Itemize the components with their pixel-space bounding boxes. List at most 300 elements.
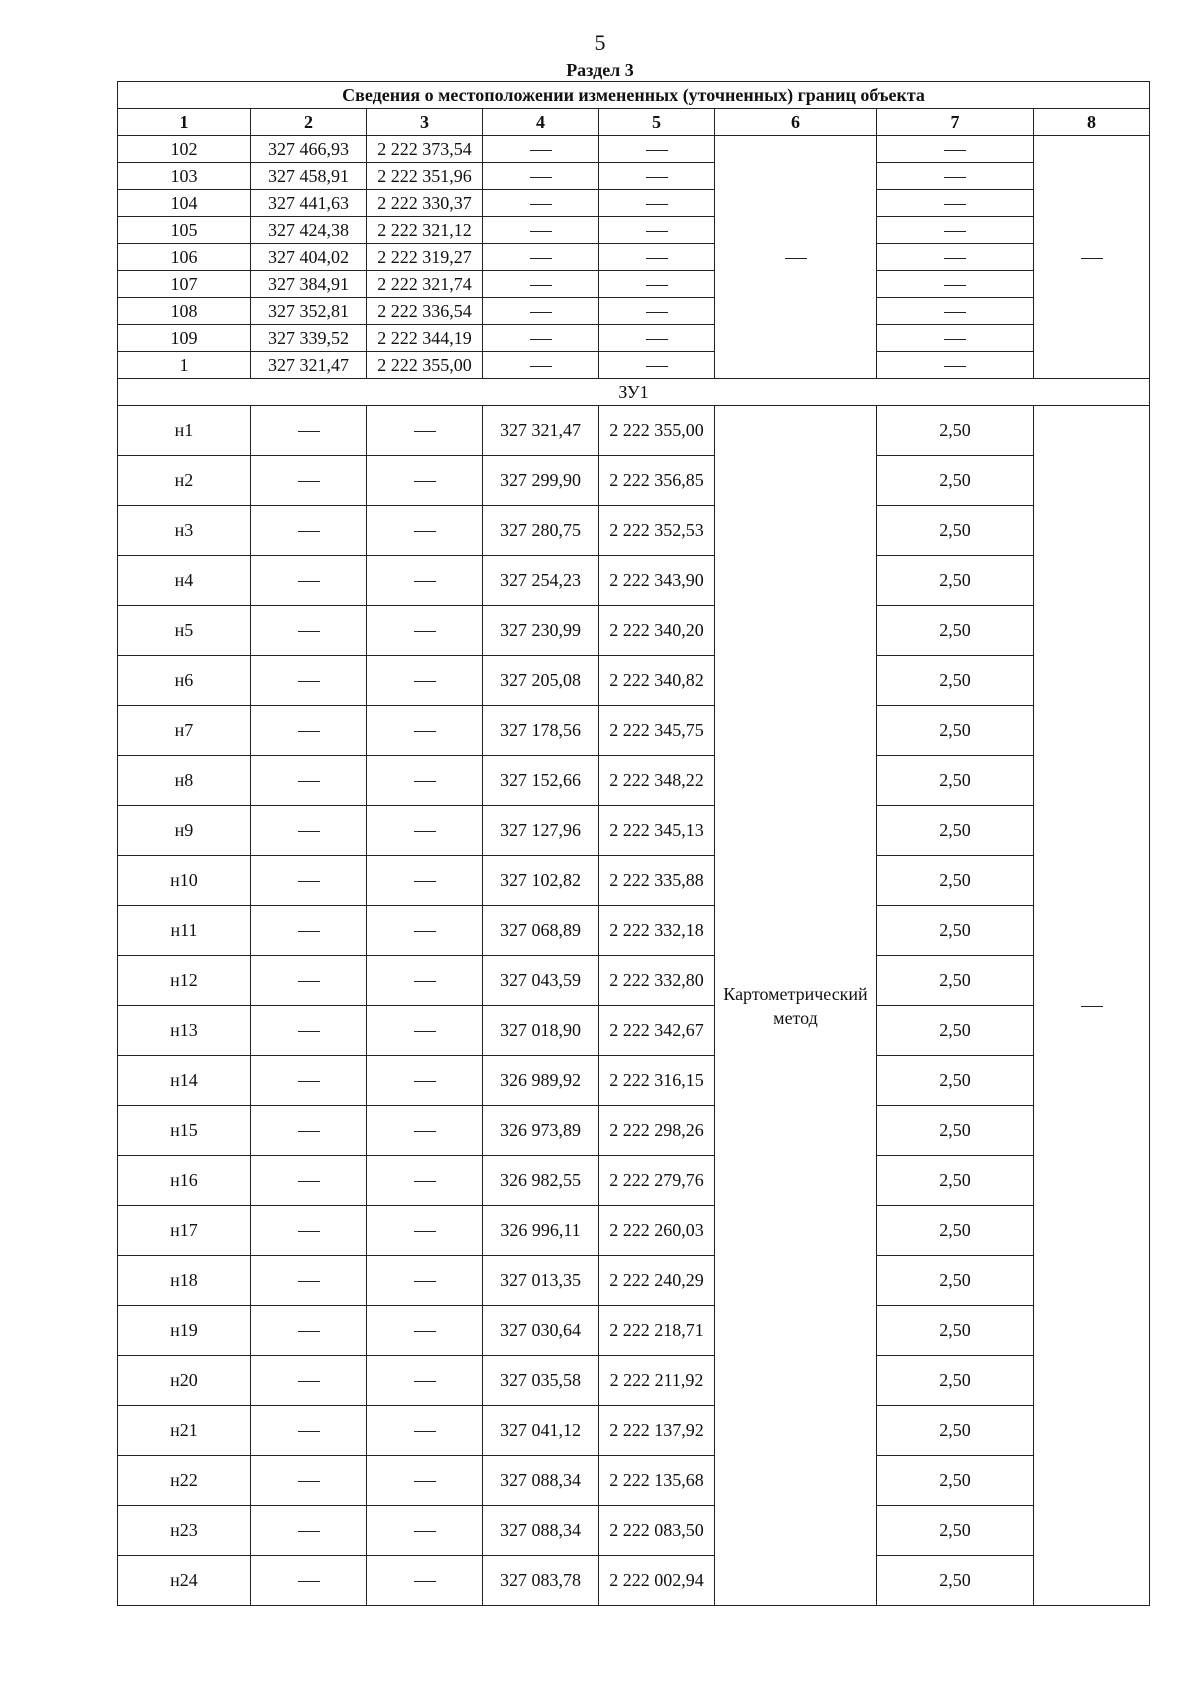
dash-mark [944,366,966,367]
table-row [118,756,1150,806]
dash-mark [414,1531,436,1532]
x-new-cell [483,244,599,271]
dash-mark [298,1381,320,1382]
point-number: н5 [118,606,251,656]
accuracy-cell: 2,50 [877,1356,1034,1406]
y-old-cell: 2 222 344,19 [367,325,483,352]
y-new-cell [599,217,715,244]
y-old-cell [367,706,483,756]
table-row [118,271,1150,298]
x-new-cell [483,217,599,244]
point-number: н20 [118,1356,251,1406]
dash-mark [414,881,436,882]
description-cell [1034,406,1150,1606]
table-row [118,506,1150,556]
y-new-cell: 2 222 340,20 [599,606,715,656]
dash-mark [944,285,966,286]
dash-mark [646,177,668,178]
point-number: н7 [118,706,251,756]
dash-mark [414,1381,436,1382]
accuracy-cell: 2,50 [877,606,1034,656]
accuracy-cell [877,136,1034,163]
dash-mark [530,366,552,367]
point-number: 106 [118,244,251,271]
point-number: 102 [118,136,251,163]
table-row [118,1456,1150,1506]
dash-mark [530,177,552,178]
accuracy-cell [877,325,1034,352]
x-new-cell [483,352,599,379]
accuracy-cell: 2,50 [877,1206,1034,1256]
x-old-cell [251,506,367,556]
accuracy-cell: 2,50 [877,406,1034,456]
page-number: 5 [594,30,606,55]
y-old-cell [367,1256,483,1306]
y-old-cell [367,1156,483,1206]
dash-mark [298,431,320,432]
point-number: н16 [118,1156,251,1206]
y-old-cell: 2 222 355,00 [367,352,483,379]
table-row [118,556,1150,606]
dash-mark [298,1331,320,1332]
dash-mark [785,258,807,259]
point-number: н18 [118,1256,251,1306]
y-old-cell [367,956,483,1006]
x-new-cell: 327 254,23 [483,556,599,606]
y-old-cell [367,1456,483,1506]
y-new-cell: 2 222 345,75 [599,706,715,756]
x-new-cell: 327 152,66 [483,756,599,806]
column-number-row [118,109,1150,136]
point-number: н3 [118,506,251,556]
y-new-cell [599,163,715,190]
accuracy-cell: 2,50 [877,1056,1034,1106]
dash-mark [530,339,552,340]
accuracy-cell: 2,50 [877,1006,1034,1056]
x-old-cell [251,1006,367,1056]
x-old-cell [251,1406,367,1456]
y-old-cell [367,856,483,906]
x-new-cell: 327 102,82 [483,856,599,906]
y-new-cell: 2 222 355,00 [599,406,715,456]
point-number: н1 [118,406,251,456]
dash-mark [298,981,320,982]
dash-mark [298,1181,320,1182]
x-new-cell [483,298,599,325]
accuracy-cell: 2,50 [877,806,1034,856]
x-old-cell [251,1056,367,1106]
point-number: 1 [118,352,251,379]
x-old-cell [251,806,367,856]
point-number: н22 [118,1456,251,1506]
dash-mark [298,881,320,882]
x-new-cell [483,163,599,190]
x-new-cell: 327 018,90 [483,1006,599,1056]
y-new-cell: 2 222 352,53 [599,506,715,556]
y-old-cell: 2 222 321,12 [367,217,483,244]
point-number: н23 [118,1506,251,1556]
accuracy-cell: 2,50 [877,756,1034,806]
table-row [118,190,1150,217]
accuracy-cell [877,163,1034,190]
y-old-cell [367,606,483,656]
table-title-row [118,82,1150,109]
x-old-cell [251,1306,367,1356]
y-new-cell [599,352,715,379]
table-row [118,606,1150,656]
y-new-cell: 2 222 316,15 [599,1056,715,1106]
point-number: 107 [118,271,251,298]
x-old-cell [251,906,367,956]
x-new-cell [483,190,599,217]
y-new-cell: 2 222 340,82 [599,656,715,706]
dash-mark [530,231,552,232]
y-old-cell [367,1556,483,1606]
dash-mark [414,1281,436,1282]
dash-mark [414,1331,436,1332]
table-row [118,1256,1150,1306]
accuracy-cell: 2,50 [877,456,1034,506]
x-new-cell: 327 321,47 [483,406,599,456]
y-new-cell: 2 222 343,90 [599,556,715,606]
dash-mark [298,681,320,682]
description-cell [1034,136,1150,379]
dash-mark [646,339,668,340]
point-number: н13 [118,1006,251,1056]
x-old-cell [251,706,367,756]
point-number: н11 [118,906,251,956]
dash-mark [646,231,668,232]
dash-mark [414,531,436,532]
table-row [118,1556,1150,1606]
x-new-cell: 327 127,96 [483,806,599,856]
table-row [118,1206,1150,1256]
y-old-cell [367,1006,483,1056]
dash-mark [944,258,966,259]
y-old-cell [367,1506,483,1556]
point-number: н24 [118,1556,251,1606]
accuracy-cell: 2,50 [877,706,1034,756]
accuracy-cell: 2,50 [877,1506,1034,1556]
x-new-cell: 327 230,99 [483,606,599,656]
point-number: н12 [118,956,251,1006]
point-number: н14 [118,1056,251,1106]
table-row [118,352,1150,379]
accuracy-cell [877,244,1034,271]
x-old-cell [251,1156,367,1206]
accuracy-cell [877,352,1034,379]
zu-label: ЗУ1 [118,379,1150,406]
dash-mark [414,831,436,832]
y-old-cell: 2 222 319,27 [367,244,483,271]
y-new-cell: 2 222 345,13 [599,806,715,856]
point-number: н2 [118,456,251,506]
point-number: н8 [118,756,251,806]
dash-mark [298,481,320,482]
accuracy-cell: 2,50 [877,656,1034,706]
dash-mark [414,931,436,932]
dash-mark [530,258,552,259]
x-new-cell: 327 030,64 [483,1306,599,1356]
table-row [118,1056,1150,1106]
dash-mark [298,1231,320,1232]
dash-mark [298,1581,320,1582]
accuracy-cell: 2,50 [877,556,1034,606]
accuracy-cell [877,298,1034,325]
boundary-table [117,81,1150,1606]
table-row [118,217,1150,244]
point-number: 103 [118,163,251,190]
dash-mark [298,1081,320,1082]
column-number: 8 [1034,109,1150,136]
x-new-cell: 327 043,59 [483,956,599,1006]
dash-mark [944,231,966,232]
table-row [118,406,1150,456]
y-old-cell [367,806,483,856]
accuracy-cell [877,190,1034,217]
y-old-cell [367,556,483,606]
dash-mark [298,1431,320,1432]
x-new-cell: 326 982,55 [483,1156,599,1206]
dash-mark [646,366,668,367]
column-number: 2 [251,109,367,136]
y-old-cell [367,1356,483,1406]
x-old-cell [251,756,367,806]
y-new-cell: 2 222 240,29 [599,1256,715,1306]
point-number: н19 [118,1306,251,1356]
x-old-cell [251,1356,367,1406]
y-new-cell: 2 222 083,50 [599,1506,715,1556]
column-number: 7 [877,109,1034,136]
point-number: н4 [118,556,251,606]
y-new-cell: 2 222 279,76 [599,1156,715,1206]
x-new-cell [483,325,599,352]
dash-mark [298,631,320,632]
table-row [118,806,1150,856]
x-old-cell [251,1256,367,1306]
dash-mark [298,581,320,582]
y-old-cell [367,1406,483,1456]
column-number: 3 [367,109,483,136]
dash-mark [646,285,668,286]
x-old-cell: 327 424,38 [251,217,367,244]
y-new-cell: 2 222 002,94 [599,1556,715,1606]
x-old-cell: 327 458,91 [251,163,367,190]
y-new-cell [599,190,715,217]
table-row [118,1356,1150,1406]
column-number: 1 [118,109,251,136]
table-row [118,163,1150,190]
y-new-cell: 2 222 298,26 [599,1106,715,1156]
x-new-cell: 327 041,12 [483,1406,599,1456]
table-row [118,298,1150,325]
dash-mark [298,1531,320,1532]
x-new-cell: 327 035,58 [483,1356,599,1406]
dash-mark [414,1081,436,1082]
table-row [118,956,1150,1006]
section-title: Раздел 3 [566,60,634,80]
dash-mark [414,431,436,432]
table-row [118,136,1150,163]
column-number: 6 [715,109,877,136]
dash-mark [414,731,436,732]
point-number: н10 [118,856,251,906]
y-new-cell [599,136,715,163]
point-number: 104 [118,190,251,217]
table-row [118,1156,1150,1206]
x-old-cell: 327 352,81 [251,298,367,325]
column-number: 4 [483,109,599,136]
x-old-cell: 327 384,91 [251,271,367,298]
x-new-cell: 327 088,34 [483,1456,599,1506]
x-new-cell [483,136,599,163]
x-old-cell [251,1206,367,1256]
x-old-cell [251,956,367,1006]
x-new-cell: 327 013,35 [483,1256,599,1306]
method-cell [715,136,877,379]
zu-label-row [118,379,1150,406]
point-number: н6 [118,656,251,706]
accuracy-cell: 2,50 [877,1156,1034,1206]
point-number: н15 [118,1106,251,1156]
y-old-cell [367,1306,483,1356]
accuracy-cell: 2,50 [877,1406,1034,1456]
dash-mark [646,204,668,205]
accuracy-cell: 2,50 [877,956,1034,1006]
dash-mark [944,339,966,340]
table-row [118,1406,1150,1456]
dash-mark [414,1181,436,1182]
y-new-cell [599,271,715,298]
x-new-cell: 327 088,34 [483,1506,599,1556]
accuracy-cell: 2,50 [877,856,1034,906]
column-number: 5 [599,109,715,136]
x-old-cell: 327 404,02 [251,244,367,271]
accuracy-cell [877,271,1034,298]
dash-mark [298,781,320,782]
dash-mark [414,1481,436,1482]
dash-mark [944,177,966,178]
y-new-cell [599,298,715,325]
dash-mark [530,312,552,313]
dash-mark [944,204,966,205]
y-old-cell: 2 222 336,54 [367,298,483,325]
y-old-cell [367,406,483,456]
dash-mark [298,1131,320,1132]
table-row [118,244,1150,271]
x-new-cell: 327 068,89 [483,906,599,956]
y-old-cell [367,506,483,556]
dash-mark [530,150,552,151]
x-new-cell: 326 973,89 [483,1106,599,1156]
dash-mark [944,150,966,151]
dash-mark [414,581,436,582]
dash-mark [646,258,668,259]
y-old-cell: 2 222 351,96 [367,163,483,190]
y-new-cell: 2 222 260,03 [599,1206,715,1256]
dash-mark [530,204,552,205]
x-old-cell: 327 339,52 [251,325,367,352]
y-new-cell [599,244,715,271]
accuracy-cell: 2,50 [877,506,1034,556]
dash-mark [414,981,436,982]
x-old-cell: 327 466,93 [251,136,367,163]
x-new-cell: 327 299,90 [483,456,599,506]
x-old-cell [251,1456,367,1506]
dash-mark [414,481,436,482]
x-old-cell [251,1506,367,1556]
method-cell: Картометрический метод [715,406,877,1606]
dash-mark [530,285,552,286]
dash-mark [298,1281,320,1282]
x-old-cell: 327 441,63 [251,190,367,217]
x-old-cell [251,606,367,656]
accuracy-cell: 2,50 [877,1456,1034,1506]
y-new-cell: 2 222 348,22 [599,756,715,806]
x-new-cell: 326 989,92 [483,1056,599,1106]
table-row [118,656,1150,706]
y-old-cell [367,756,483,806]
y-new-cell: 2 222 332,18 [599,906,715,956]
point-number: 109 [118,325,251,352]
y-old-cell: 2 222 330,37 [367,190,483,217]
accuracy-cell: 2,50 [877,1556,1034,1606]
accuracy-cell: 2,50 [877,1106,1034,1156]
accuracy-cell: 2,50 [877,906,1034,956]
x-new-cell: 327 280,75 [483,506,599,556]
y-new-cell: 2 222 211,92 [599,1356,715,1406]
point-number: н17 [118,1206,251,1256]
dash-mark [298,1481,320,1482]
y-old-cell [367,456,483,506]
dash-mark [1081,258,1103,259]
dash-mark [414,681,436,682]
y-new-cell: 2 222 135,68 [599,1456,715,1506]
dash-mark [646,312,668,313]
table-row [118,706,1150,756]
dash-mark [414,1581,436,1582]
dash-mark [298,531,320,532]
x-new-cell: 327 178,56 [483,706,599,756]
dash-mark [298,931,320,932]
x-old-cell [251,1106,367,1156]
dash-mark [298,731,320,732]
table-row [118,1106,1150,1156]
y-new-cell: 2 222 218,71 [599,1306,715,1356]
dash-mark [646,150,668,151]
x-old-cell [251,556,367,606]
x-new-cell: 327 083,78 [483,1556,599,1606]
dash-mark [414,1131,436,1132]
y-old-cell [367,1106,483,1156]
dash-mark [414,1231,436,1232]
x-new-cell: 326 996,11 [483,1206,599,1256]
table-row [118,906,1150,956]
dash-mark [414,781,436,782]
table-title: Сведения о местоположении измененных (уточненных) границ объекта [118,82,1150,109]
point-number: н21 [118,1406,251,1456]
x-old-cell: 327 321,47 [251,352,367,379]
y-new-cell: 2 222 137,92 [599,1406,715,1456]
dash-mark [414,1031,436,1032]
x-old-cell [251,856,367,906]
accuracy-cell: 2,50 [877,1306,1034,1356]
point-number: 108 [118,298,251,325]
x-old-cell [251,406,367,456]
y-old-cell [367,1056,483,1106]
x-new-cell [483,271,599,298]
accuracy-cell: 2,50 [877,1256,1034,1306]
